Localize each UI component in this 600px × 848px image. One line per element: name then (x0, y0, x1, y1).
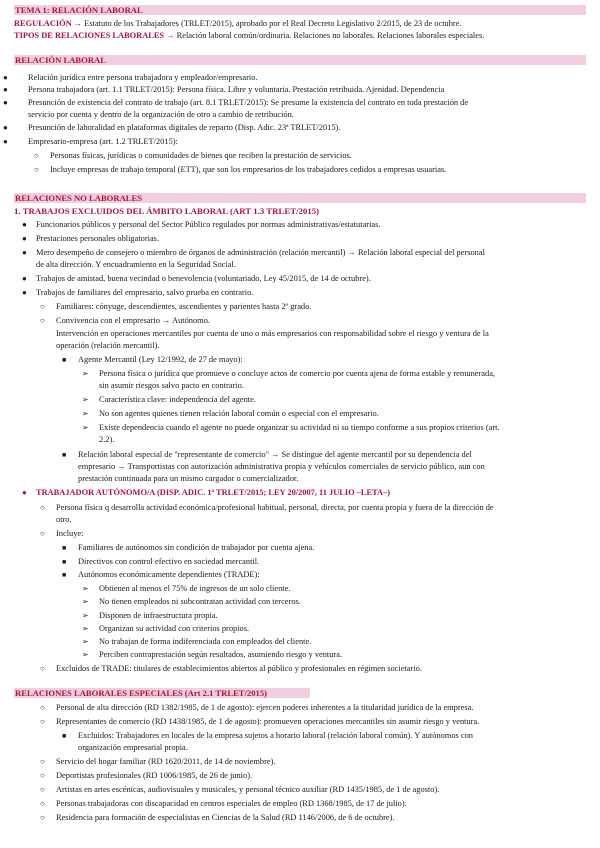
section-relacion-laboral-bar (14, 55, 586, 65)
section-no-laborales-bar (14, 193, 586, 203)
bullet-icon: ● (22, 220, 27, 229)
bullet-icon: ● (3, 137, 8, 146)
list-item: Empresario-empresa (art. 1.2 TRLET/2015): (28, 137, 178, 146)
section-especiales-bar (14, 688, 310, 698)
list-item: Relación jurídica entre persona trabajadora y empleador/empresario. (28, 73, 258, 82)
bullet-icon: ● (22, 248, 27, 257)
especial-item: Artistas en artes escénicas, audiovisuales y musicales, y personal técnico auxiliar (RD 1435/1985, de 1 de agosto). (56, 785, 440, 794)
rel-especial-cont: prestación continuada para un mismo cargador o comercializador. (78, 474, 299, 483)
section-especiales-heading: RELACIONES LABORALES ESPECIALES (Art 2.1 TRLET/2015) (15, 688, 267, 698)
autonomo-item: Persona física q desarrolla actividad económica/profesional habitual, personal, directa, por cuenta propia y fuera de la dirección de (56, 503, 494, 512)
bullet-icon: ● (3, 73, 8, 82)
list-item: Prestaciones personales obligatorias. (36, 234, 160, 243)
trade-item: Disponen de infraestructura propia. (99, 611, 218, 620)
arrow-bullet-icon: ➢ (82, 395, 89, 404)
section-no-laborales-heading: RELACIONES NO LABORALES (15, 193, 143, 203)
square-bullet-icon: ■ (62, 558, 67, 566)
excl-item-cont: organización empresarial propia. (78, 743, 188, 752)
agente-sub-item: Característica clave: independencia del agente. (99, 395, 256, 404)
list-item: Funcionarios públicos y personal del Sector Público regulados por normas administrativas/estatutarias. (36, 220, 381, 229)
list-item: Presunción de laboralidad en plataformas digitales de reparto (Disp. Adic. 23ª TRLET/2015). (28, 123, 341, 132)
autonomo-heading: TRABAJADOR AUTÓNOMO/A (DISP. ADIC. 1ª TRLET/2015; LEY 20/2007, 11 JULIO –LETA–) (36, 488, 391, 497)
arrow-bullet-icon: ➢ (82, 423, 89, 432)
tipos-line (14, 31, 484, 41)
list-item: Persona trabajadora (art. 1.1 TRLET/2015): Persona física. Libre y voluntaria. Prestación retribuida. Ajenidad. Dependencia (28, 85, 445, 94)
bullet-icon: ● (22, 288, 27, 297)
bullet-icon: ● (3, 85, 8, 94)
circle-bullet-icon: ○ (40, 302, 45, 311)
arrow-bullet-icon: ➢ (82, 597, 89, 606)
regulacion-line (14, 19, 462, 29)
incluye-item: Directivos con control efectivo en sociedad mercantil. (78, 557, 260, 566)
incluye-item: Familiares de autónomos sin condición de trabajador por cuenta ajena. (78, 543, 315, 552)
agente-sub-item-cont: sin asumir riesgos salvo pacto en contrario. (99, 381, 244, 390)
especial-item: Personal de alta dirección (RD 1382/1985, de 1 de agosto): ejercen poderes inherentes a la titularidad jurídica de la empresa. (56, 703, 474, 712)
sub-item-text: operación (relación mercantil). (56, 341, 160, 350)
arrow-bullet-icon: ➢ (82, 584, 89, 593)
square-bullet-icon: ■ (62, 356, 67, 364)
trade-item: No trabajan de forma indiferenciada con empleados del cliente. (99, 637, 312, 646)
circle-bullet-icon: ○ (40, 529, 45, 538)
autonomo-item: Incluye: (56, 529, 84, 538)
circle-bullet-icon: ○ (40, 503, 45, 512)
tema-title-bar (14, 5, 586, 15)
trade-item: Obtienen al menos el 75% de ingresos de un solo cliente. (99, 584, 291, 593)
arrow-bullet-icon: ➢ (82, 369, 89, 378)
rel-especial-item: Relación laboral especial de "representante de comercio" → Se distingue del agente mercantil por su dependencia del (78, 450, 472, 459)
arrow-bullet-icon: ➢ (82, 611, 89, 620)
circle-bullet-icon: ○ (40, 316, 45, 325)
agente-sub-item-cont: 2.2). (99, 435, 115, 444)
section-relacion-laboral-heading: RELACIÓN LABORAL (15, 55, 106, 65)
square-bullet-icon: ■ (62, 732, 67, 740)
circle-bullet-icon: ○ (34, 165, 39, 174)
especial-item: Residencia para formación de especialistas en Ciencias de la Salud (RD 1146/2006, de 6 de octubre). (56, 813, 395, 822)
list-item: Trabajos de familiares del empresario, salvo prueba en contrario. (36, 288, 254, 297)
agente-item: Agente Mercantil (Ley 12/1992, de 27 de mayo): (78, 355, 243, 364)
tipos-text: Relación laboral común/ordinaria. Relaciones no laborales. Relaciones laborales especiales. (174, 31, 485, 40)
autonomo-item-cont: otro. (56, 515, 72, 524)
square-bullet-icon: ■ (62, 571, 67, 579)
sub-item: Incluye empresas de trabajo temporal (ETT), que son los empresarios de los trabajadores cedidos a empresas usuarias. (50, 165, 447, 174)
tema-title: TEMA 1: RELACIÓN LABORAL (15, 5, 143, 15)
circle-bullet-icon: ○ (40, 703, 45, 712)
incluye-item: Autónomos económicamente dependientes (TRADE): (78, 570, 260, 579)
regulacion-text: Estatuto de los Trabajadores (TRLET/2015), aprobado por el Real Decreto Legislativo 2/2015, de 23 de octubre. (82, 19, 462, 28)
bullet-icon: ● (22, 488, 27, 497)
trade-item: Perciben contraprestación según resultados, asumiendo riesgo y ventura. (99, 650, 343, 659)
especial-item: Personas trabajadoras con discapacidad en centros especiales de empleo (RD 1368/1985, de 17 de julio). (56, 799, 407, 808)
rel-especial-cont: empresario → Transportistas con autorización administrativa propia y vehículos comerciales de servicio público, aun con (78, 462, 485, 471)
excluidos-trade: Excluidos de TRADE: titulares de establecimientos abiertos al público y profesionales en régimen societario. (56, 664, 422, 673)
arrow-bullet-icon: ➢ (82, 409, 89, 418)
arrow-bullet-icon: ➢ (82, 624, 89, 633)
square-bullet-icon: ■ (62, 451, 67, 459)
agente-sub-item: Persona física o jurídica que promueve o concluye actos de comercio por cuenta ajena de forma estable y remunerada, (99, 369, 496, 378)
square-bullet-icon: ■ (62, 544, 67, 552)
agente-sub-item: Existe dependencia cuando el agente no puede organizar su actividad ni su tiempo conforme a sus propios criterios (art. (99, 423, 500, 432)
sub-item: Convivencia con el empresario → Autónomo. (56, 316, 210, 325)
circle-bullet-icon: ○ (40, 664, 45, 673)
sub-item-text: Intervención en operaciones mercantiles por cuenta de uno o más empresarios con responsabilidad sobre el riesgo y ventura de la (56, 329, 489, 338)
list-item-cont: servicio por cuenta y dentro de la organización de otro a cambio de retribución. (28, 110, 294, 119)
excl-item: Excluidos: Trabajadores en locales de la empresa sujetos a horario laboral (relación laboral común). Y autónomos con (78, 731, 473, 740)
circle-bullet-icon: ○ (40, 757, 45, 766)
arrow-bullet-icon: ➢ (82, 637, 89, 646)
trade-item: No tienen empleados ni subcontratan actividad con terceros. (99, 597, 301, 606)
tipos-label: TIPOS DE RELACIONES LABORALES → (14, 31, 175, 40)
bullet-icon: ● (3, 98, 8, 107)
trabajos-excluidos-heading: 1. TRABAJOS EXCLUIDOS DEL ÁMBITO LABORAL (ART 1.3 TRLET/2015) (14, 206, 320, 216)
circle-bullet-icon: ○ (40, 799, 45, 808)
arrow-bullet-icon: ➢ (82, 650, 89, 659)
list-item-cont: de alta dirección. Y encuadramiento en la Seguridad Social. (36, 260, 236, 269)
circle-bullet-icon: ○ (34, 151, 39, 160)
circle-bullet-icon: ○ (40, 813, 45, 822)
circle-bullet-icon: ○ (40, 771, 45, 780)
circle-bullet-icon: ○ (40, 717, 45, 726)
bullet-icon: ● (3, 123, 8, 132)
agente-sub-item: No son agentes quienes tienen relación laboral común o especial con el empresario. (99, 409, 379, 418)
sub-item: Familiares: cónyuge, descendientes, ascendientes y parientes hasta 2º grado. (56, 302, 312, 311)
trade-item: Organizan su actividad con criterios propios. (99, 624, 250, 633)
especial-item: Servicio del hogar familiar (RD 1620/2011, de 14 de noviembre). (56, 757, 276, 766)
regulacion-label: REGULACIÓN → (14, 19, 83, 28)
especial-item: Deportistas profesionales (RD 1006/1985, de 26 de junio). (56, 771, 253, 780)
especial-item: Representantes de comercio (RD 1438/1985, de 1 de agosto): promueven operaciones mercantiles sin asumir riesgo y ventura. (56, 717, 480, 726)
circle-bullet-icon: ○ (40, 785, 45, 794)
bullet-icon: ● (22, 274, 27, 283)
list-item: Trabajos de amistad, buena vecindad o benevolencia (voluntariado, Ley 45/2015, de 14 de octubre). (36, 274, 371, 283)
list-item: Presunción de existencia del contrato de trabajo (art. 8.1 TRLET/2015): Se presume la existencia del contrato en toda prestación de (28, 98, 469, 107)
list-item: Mero desempeño de consejero o miembro de órganos de administración (relación mercantil) → Relación laboral especial del personal (36, 248, 485, 257)
sub-item: Personas físicas, jurídicas o comunidades de bienes que reciben la prestación de servicios. (50, 151, 352, 160)
bullet-icon: ● (22, 234, 27, 243)
